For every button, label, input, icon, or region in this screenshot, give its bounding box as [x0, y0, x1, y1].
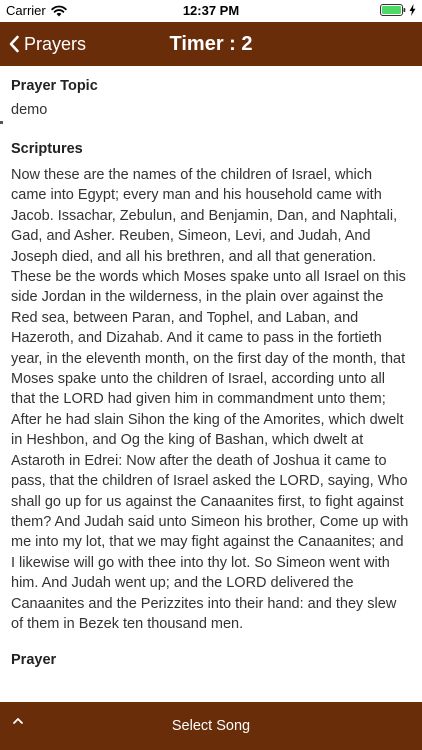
- chevron-up-icon: [8, 712, 28, 732]
- carrier-label: Carrier: [6, 3, 46, 18]
- status-right: [380, 4, 416, 16]
- expand-button[interactable]: [8, 712, 28, 732]
- prayer-heading: Prayer: [11, 652, 57, 669]
- back-button-label: Prayers: [24, 33, 87, 54]
- status-bar: [0, 0, 422, 22]
- scriptures-heading: Scriptures: [11, 141, 83, 157]
- select-song-button[interactable]: Select Song: [171, 718, 251, 734]
- prayer-topic-heading: Prayer Topic: [11, 78, 98, 94]
- battery-icon: [380, 4, 406, 16]
- bottom-bar: [0, 702, 422, 750]
- scriptures-text: Now these are the names of the children of Israel, which came into Egypt; every man and his household came with Jacob. Issachar, Zebulun, and Benjamin, Dan, and Naphtali, Gad, and Asher. Reuben, Simeon, Levi, and Judah, And Joseph died, and all his brethren, and all that generation. These be the words which Moses spake unto all Israel on this side Jordan in the wilderness, in the plain over against the Red sea, between Paran, and Tophel, and Laban, and Hazeroth, and Dizahab. And it came to pass in the fortieth year, in the eleventh month, on the first day of the month, that Moses spake unto the children of Israel, according unto all that the LORD had given him in commandment unto them; After he had slain Sihon the king of the Amorites, which dwelt in Heshbon, and Og the king of Bashan, which dwelt at Astaroth in Edrei: Now after the death of Joshua it came to pass, that the children of Israel asked the LORD, saying, Who shall go up for us against the Canaanites first, to fight against them? And Judah said unto Simeon his brother, Come up with me into my lot, that we may fight against the Canaanites; and I likewise will go with thee into thy lot. So Simeon went with him. And Judah went up; and the LORD delivered the Canaanites and the Perizzites into their hand: and they slew of them in Bezek ten thousand men.: [11, 167, 409, 632]
- prayer-detail-content[interactable]: [0, 66, 422, 702]
- status-time: 12:37 PM: [182, 3, 240, 18]
- navigation-bar: [0, 22, 422, 66]
- charging-bolt-icon: [409, 4, 416, 16]
- chevron-left-icon: [8, 35, 20, 53]
- back-button[interactable]: [8, 22, 86, 66]
- page-title: Timer : 2: [169, 33, 253, 55]
- prayer-topic-value: demo: [11, 102, 48, 118]
